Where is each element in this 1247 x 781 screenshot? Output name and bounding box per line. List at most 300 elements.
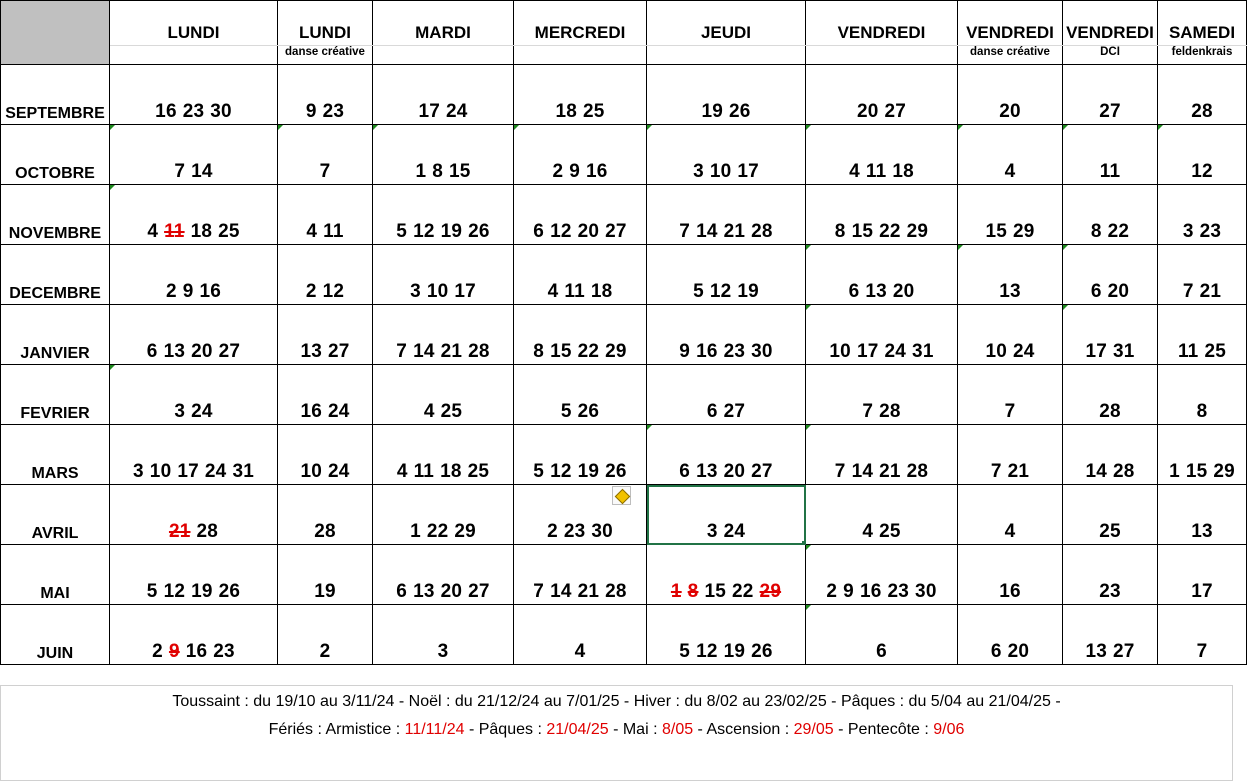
date: 12 bbox=[163, 581, 186, 602]
date: 20 bbox=[723, 461, 746, 482]
date-cell[interactable] bbox=[1158, 425, 1247, 485]
date: 21 bbox=[440, 341, 463, 362]
date: 2 bbox=[319, 641, 331, 662]
date: 21 bbox=[1199, 281, 1222, 302]
date: 3 bbox=[437, 641, 449, 662]
date-cell[interactable] bbox=[647, 605, 806, 665]
date-cell[interactable] bbox=[278, 485, 373, 545]
date: 22 bbox=[879, 221, 901, 242]
holiday-date: 9/06 bbox=[933, 721, 965, 738]
date: 6 bbox=[876, 641, 887, 662]
holiday-date: 11/11/24 bbox=[404, 721, 465, 738]
date: 23 bbox=[887, 581, 910, 602]
date: 6 bbox=[146, 341, 158, 362]
date: 27 bbox=[884, 101, 907, 122]
date: 28 bbox=[1191, 101, 1213, 122]
date-cell[interactable] bbox=[806, 245, 958, 305]
date-cell[interactable] bbox=[278, 425, 373, 485]
date: 11 bbox=[865, 161, 887, 182]
date-cell[interactable] bbox=[110, 365, 278, 425]
date: 21 bbox=[723, 221, 746, 242]
date: 30 bbox=[915, 581, 937, 602]
date: 15 bbox=[851, 221, 874, 242]
date: 24 bbox=[884, 341, 907, 362]
column-header[interactable]: SAMEDI bbox=[1158, 1, 1247, 46]
date: 9 bbox=[679, 341, 691, 362]
date-cell[interactable] bbox=[110, 425, 278, 485]
date-cell[interactable] bbox=[514, 245, 647, 305]
date: 7 bbox=[1004, 401, 1016, 422]
month-label[interactable]: OCTOBRE bbox=[1, 125, 110, 185]
column-header[interactable]: VENDREDI bbox=[806, 1, 958, 46]
date-cell[interactable] bbox=[110, 485, 278, 545]
column-subheader[interactable] bbox=[110, 46, 278, 65]
date: 7 bbox=[1196, 641, 1208, 662]
date-cell[interactable] bbox=[278, 185, 373, 245]
month-label[interactable]: MAI bbox=[1, 545, 110, 605]
date: 18 bbox=[190, 221, 213, 242]
date: 12 bbox=[413, 221, 435, 242]
date: 17 bbox=[856, 341, 879, 362]
date: 17 bbox=[1085, 341, 1107, 362]
date-cell[interactable] bbox=[806, 545, 958, 605]
date-cell[interactable] bbox=[1063, 365, 1158, 425]
date: 23 bbox=[723, 341, 746, 362]
date: 16 bbox=[859, 581, 882, 602]
date: 13 bbox=[865, 281, 887, 302]
month-label[interactable]: JUIN bbox=[1, 605, 110, 665]
date: 13 bbox=[1191, 521, 1213, 542]
date: 30 bbox=[210, 101, 232, 122]
date-cell[interactable] bbox=[1158, 605, 1247, 665]
date-cell[interactable] bbox=[1158, 545, 1247, 605]
date: 19 bbox=[701, 101, 723, 122]
date: 4 bbox=[547, 281, 559, 302]
date: 1 bbox=[1169, 461, 1180, 482]
date: 11 bbox=[323, 221, 344, 242]
date-cell[interactable] bbox=[373, 605, 514, 665]
date: 28 bbox=[314, 521, 336, 542]
date: 3 bbox=[410, 281, 421, 302]
date: 24 bbox=[191, 401, 213, 422]
date: 9 bbox=[182, 281, 194, 302]
date: 4 bbox=[849, 161, 860, 182]
column-header[interactable]: JEUDI bbox=[647, 1, 806, 46]
date: 14 bbox=[851, 461, 874, 482]
date: 2 bbox=[152, 641, 163, 662]
date-cell[interactable] bbox=[373, 365, 514, 425]
date: 15 bbox=[1185, 461, 1208, 482]
column-subheader[interactable] bbox=[514, 46, 647, 65]
date: 27 bbox=[328, 341, 350, 362]
date: 16 bbox=[185, 641, 208, 662]
date: 3 bbox=[174, 401, 186, 422]
date-cell[interactable] bbox=[1158, 365, 1247, 425]
date: 26 bbox=[729, 101, 751, 122]
date-cell[interactable] bbox=[958, 605, 1063, 665]
date: 14 bbox=[696, 221, 718, 242]
date: 29 bbox=[1013, 221, 1035, 242]
month-label[interactable]: MARS bbox=[1, 425, 110, 485]
column-header[interactable]: MERCREDI bbox=[514, 1, 647, 46]
column-subheader[interactable] bbox=[373, 46, 514, 65]
date: 19 bbox=[723, 641, 746, 662]
date: 26 bbox=[218, 581, 241, 602]
date: 14 bbox=[413, 341, 435, 362]
date-cell[interactable] bbox=[1158, 125, 1247, 185]
date: 3 bbox=[1182, 221, 1194, 242]
date-cell[interactable] bbox=[514, 185, 647, 245]
date: 29 bbox=[1213, 461, 1235, 482]
date-cell[interactable] bbox=[806, 425, 958, 485]
date: 27 bbox=[605, 221, 627, 242]
column-header[interactable]: VENDREDI bbox=[1063, 1, 1158, 46]
date: 22 bbox=[426, 521, 449, 542]
date: 5 bbox=[146, 581, 158, 602]
date-cell[interactable] bbox=[958, 365, 1063, 425]
date-cell[interactable] bbox=[647, 365, 806, 425]
date-cell[interactable] bbox=[647, 425, 806, 485]
date-cell[interactable] bbox=[278, 545, 373, 605]
date: 24 bbox=[446, 101, 468, 122]
date: 27 bbox=[751, 461, 773, 482]
date-cell[interactable] bbox=[514, 605, 647, 665]
selected-cell[interactable] bbox=[647, 485, 806, 545]
month-label[interactable]: NOVEMBRE bbox=[1, 185, 110, 245]
date-cell[interactable] bbox=[1063, 425, 1158, 485]
date-cell[interactable] bbox=[1158, 485, 1247, 545]
date-cell[interactable] bbox=[806, 125, 958, 185]
date: 17 bbox=[418, 101, 440, 122]
date-cell[interactable] bbox=[958, 245, 1063, 305]
date: 26 bbox=[751, 641, 773, 662]
holiday-text: - Pentecôte : bbox=[833, 721, 934, 738]
date: 9 bbox=[569, 161, 580, 182]
date-cell[interactable] bbox=[1063, 305, 1158, 365]
month-row bbox=[1, 245, 1247, 305]
date-cell[interactable] bbox=[1158, 185, 1247, 245]
date: 10 bbox=[709, 161, 732, 182]
date: 7 bbox=[834, 461, 846, 482]
holiday-text: Fériés : Armistice : bbox=[268, 721, 405, 738]
date-cell[interactable] bbox=[278, 65, 373, 125]
date: 27 bbox=[1099, 101, 1121, 122]
date-cell[interactable] bbox=[1063, 605, 1158, 665]
date-cell[interactable] bbox=[373, 545, 514, 605]
date: 23 bbox=[1099, 581, 1121, 602]
date-cell[interactable] bbox=[647, 65, 806, 125]
date-cell[interactable] bbox=[278, 365, 373, 425]
date: 13 bbox=[163, 341, 186, 362]
month-row bbox=[1, 425, 1247, 485]
month-label[interactable]: AVRIL bbox=[1, 485, 110, 545]
month-label[interactable]: SEPTEMBRE bbox=[1, 65, 110, 125]
holiday-notes-line2 bbox=[1, 716, 1232, 744]
date: 29 bbox=[906, 221, 929, 242]
date-cell[interactable] bbox=[1063, 545, 1158, 605]
date: 18 bbox=[892, 161, 914, 182]
date-cell[interactable] bbox=[1063, 245, 1158, 305]
corner-cell[interactable] bbox=[1, 1, 110, 65]
date: 26 bbox=[605, 461, 627, 482]
date: 4 bbox=[1004, 161, 1016, 182]
date: 18 bbox=[590, 281, 613, 302]
column-subheader[interactable]: DCI bbox=[1063, 46, 1158, 65]
date-cell[interactable] bbox=[110, 245, 278, 305]
date: 7 bbox=[319, 161, 331, 182]
date: 9 bbox=[843, 581, 854, 602]
column-header[interactable]: LUNDI bbox=[110, 1, 278, 46]
date: 6 bbox=[533, 221, 545, 242]
date: 23 bbox=[563, 521, 586, 542]
date: 28 bbox=[605, 581, 627, 602]
date: 8 bbox=[834, 221, 846, 242]
date: 3 bbox=[706, 521, 718, 542]
month-row bbox=[1, 65, 1247, 125]
date: 4 bbox=[1004, 521, 1016, 542]
date-cell[interactable] bbox=[958, 425, 1063, 485]
date-cell[interactable] bbox=[278, 125, 373, 185]
date-cell[interactable] bbox=[1158, 65, 1247, 125]
date-cell[interactable] bbox=[958, 485, 1063, 545]
date: 25 bbox=[1204, 341, 1227, 362]
date-cell[interactable] bbox=[373, 125, 514, 185]
month-label[interactable]: JANVIER bbox=[1, 305, 110, 365]
date-cell[interactable] bbox=[1063, 65, 1158, 125]
date-cell[interactable] bbox=[958, 125, 1063, 185]
date: 28 bbox=[468, 341, 490, 362]
date: 7 bbox=[862, 401, 874, 422]
date: 7 bbox=[1182, 281, 1194, 302]
month-row bbox=[1, 185, 1247, 245]
date: 14 bbox=[191, 161, 213, 182]
date: 12 bbox=[550, 461, 572, 482]
date: 31 bbox=[1113, 341, 1135, 362]
date: 31 bbox=[912, 341, 934, 362]
date: 28 bbox=[751, 221, 773, 242]
date: 10 bbox=[149, 461, 172, 482]
date: 10 bbox=[426, 281, 449, 302]
date: 14 bbox=[1085, 461, 1107, 482]
holiday-notes-line1: Toussaint : du 19/10 au 3/11/24 - Noël : du 21/12/24 au 7/01/25 - Hiver : du 8/02 au 23/02/25 - Pâques : du 5/04 au 21/04/25 - bbox=[172, 693, 1061, 710]
date-cell[interactable] bbox=[647, 245, 806, 305]
date: 20 bbox=[577, 221, 600, 242]
date: 20 bbox=[191, 341, 213, 362]
date-cell[interactable] bbox=[806, 305, 958, 365]
date-cell[interactable] bbox=[647, 305, 806, 365]
date: 16 bbox=[199, 281, 222, 302]
date-cell[interactable] bbox=[278, 245, 373, 305]
cancelled-date: 11 bbox=[164, 221, 185, 242]
date: 10 bbox=[300, 461, 322, 482]
date: 8 bbox=[533, 341, 545, 362]
date: 8 bbox=[1090, 221, 1102, 242]
date-cell[interactable] bbox=[110, 125, 278, 185]
date: 17 bbox=[737, 161, 759, 182]
date: 12 bbox=[696, 641, 718, 662]
date-cell[interactable] bbox=[806, 65, 958, 125]
date: 28 bbox=[906, 461, 929, 482]
date: 2 bbox=[826, 581, 838, 602]
date-cell[interactable] bbox=[514, 125, 647, 185]
column-header[interactable]: LUNDI bbox=[278, 1, 373, 46]
date: 18 bbox=[440, 461, 462, 482]
warning-icon[interactable] bbox=[612, 486, 631, 505]
date: 15 bbox=[985, 221, 1007, 242]
holiday-text: - Mai : bbox=[608, 721, 662, 738]
date-cell[interactable] bbox=[278, 605, 373, 665]
date: 25 bbox=[218, 221, 240, 242]
date-cell[interactable] bbox=[1063, 185, 1158, 245]
date: 4 bbox=[423, 401, 435, 422]
date-cell[interactable] bbox=[514, 425, 647, 485]
date-cell[interactable] bbox=[958, 545, 1063, 605]
date-cell[interactable] bbox=[110, 185, 278, 245]
date-cell[interactable] bbox=[373, 245, 514, 305]
date: 12 bbox=[322, 281, 345, 302]
date: 28 bbox=[879, 401, 901, 422]
date: 6 bbox=[396, 581, 408, 602]
date: 23 bbox=[322, 101, 345, 122]
date: 6 bbox=[706, 401, 718, 422]
date-cell[interactable] bbox=[647, 125, 806, 185]
date: 6 bbox=[990, 641, 1002, 662]
date: 24 bbox=[1013, 341, 1035, 362]
date-cell[interactable] bbox=[647, 185, 806, 245]
column-subheader[interactable]: danse créative bbox=[958, 46, 1063, 65]
date: 5 bbox=[533, 461, 545, 482]
date-cell[interactable] bbox=[514, 305, 647, 365]
date: 28 bbox=[1113, 461, 1135, 482]
date-cell[interactable] bbox=[373, 485, 514, 545]
month-row bbox=[1, 545, 1247, 605]
date-cell[interactable] bbox=[110, 545, 278, 605]
date: 11 bbox=[413, 461, 435, 482]
date: 26 bbox=[468, 221, 490, 242]
date: 27 bbox=[723, 401, 746, 422]
column-subheader[interactable]: danse créative bbox=[278, 46, 373, 65]
date: 23 bbox=[213, 641, 235, 662]
date-cell[interactable] bbox=[1158, 305, 1247, 365]
date: 27 bbox=[218, 341, 241, 362]
date-cell[interactable] bbox=[514, 365, 647, 425]
date: 15 bbox=[704, 581, 726, 602]
date: 25 bbox=[583, 101, 605, 122]
date: 28 bbox=[1099, 401, 1121, 422]
date-cell[interactable] bbox=[373, 425, 514, 485]
column-subheader[interactable] bbox=[806, 46, 958, 65]
date: 28 bbox=[196, 521, 219, 542]
date: 15 bbox=[550, 341, 572, 362]
date: 21 bbox=[879, 461, 901, 482]
date: 26 bbox=[577, 401, 600, 422]
month-label[interactable]: FEVRIER bbox=[1, 365, 110, 425]
date: 21 bbox=[577, 581, 600, 602]
date-cell[interactable] bbox=[1063, 125, 1158, 185]
date: 13 bbox=[999, 281, 1021, 302]
date: 24 bbox=[723, 521, 746, 542]
date-cell[interactable] bbox=[806, 185, 958, 245]
date: 5 bbox=[693, 281, 704, 302]
date: 11 bbox=[564, 281, 585, 302]
date: 6 bbox=[848, 281, 860, 302]
date: 13 bbox=[1085, 641, 1107, 662]
date-cell[interactable] bbox=[806, 605, 958, 665]
date-cell[interactable] bbox=[806, 365, 958, 425]
month-row bbox=[1, 125, 1247, 185]
date: 27 bbox=[468, 581, 490, 602]
date: 22 bbox=[732, 581, 754, 602]
date: 27 bbox=[1113, 641, 1135, 662]
date: 21 bbox=[1007, 461, 1030, 482]
date: 2 bbox=[305, 281, 317, 302]
date: 4 bbox=[862, 521, 874, 542]
holiday-notes[interactable] bbox=[0, 685, 1233, 781]
column-subheader[interactable]: feldenkrais bbox=[1158, 46, 1247, 65]
date-cell[interactable] bbox=[373, 185, 514, 245]
column-subheader[interactable] bbox=[647, 46, 806, 65]
date: 25 bbox=[1099, 521, 1121, 542]
date-cell[interactable] bbox=[1158, 245, 1247, 305]
date: 2 bbox=[547, 521, 558, 542]
month-label[interactable]: DECEMBRE bbox=[1, 245, 110, 305]
date: 22 bbox=[577, 341, 600, 362]
date: 25 bbox=[440, 401, 463, 422]
date-cell[interactable] bbox=[110, 305, 278, 365]
date: 7 bbox=[174, 161, 186, 182]
date-cell[interactable] bbox=[514, 545, 647, 605]
month-row bbox=[1, 365, 1247, 425]
column-header[interactable]: VENDREDI bbox=[958, 1, 1063, 46]
date-cell[interactable] bbox=[958, 305, 1063, 365]
date-cell[interactable] bbox=[373, 305, 514, 365]
date: 23 bbox=[1199, 221, 1222, 242]
date: 20 bbox=[856, 101, 879, 122]
date: 4 bbox=[147, 221, 159, 242]
date: 25 bbox=[879, 521, 901, 542]
date-cell[interactable] bbox=[958, 65, 1063, 125]
date-cell[interactable] bbox=[647, 545, 806, 605]
holiday-date: 29/05 bbox=[793, 721, 834, 738]
date: 20 bbox=[999, 101, 1021, 122]
date-cell[interactable] bbox=[110, 65, 278, 125]
date-cell[interactable] bbox=[278, 305, 373, 365]
column-header[interactable]: MARDI bbox=[373, 1, 514, 46]
date: 29 bbox=[605, 341, 627, 362]
date-cell[interactable] bbox=[806, 485, 958, 545]
date: 4 bbox=[574, 641, 586, 662]
date-cell[interactable] bbox=[514, 65, 647, 125]
date: 11 bbox=[1177, 341, 1199, 362]
date: 7 bbox=[533, 581, 545, 602]
date: 17 bbox=[1191, 581, 1213, 602]
date: 13 bbox=[300, 341, 322, 362]
date: 22 bbox=[1107, 221, 1130, 242]
date: 19 bbox=[737, 281, 759, 302]
date-cell[interactable] bbox=[373, 65, 514, 125]
date: 5 bbox=[560, 401, 572, 422]
cancelled-date: 21 bbox=[168, 521, 191, 542]
date: 1 bbox=[415, 161, 427, 182]
date-cell[interactable] bbox=[1063, 485, 1158, 545]
date-cell[interactable] bbox=[958, 185, 1063, 245]
date: 19 bbox=[191, 581, 213, 602]
date-cell[interactable] bbox=[110, 605, 278, 665]
month-row bbox=[1, 605, 1247, 665]
cancelled-date: 29 bbox=[759, 581, 782, 602]
date: 16 bbox=[696, 341, 718, 362]
date: 23 bbox=[182, 101, 205, 122]
